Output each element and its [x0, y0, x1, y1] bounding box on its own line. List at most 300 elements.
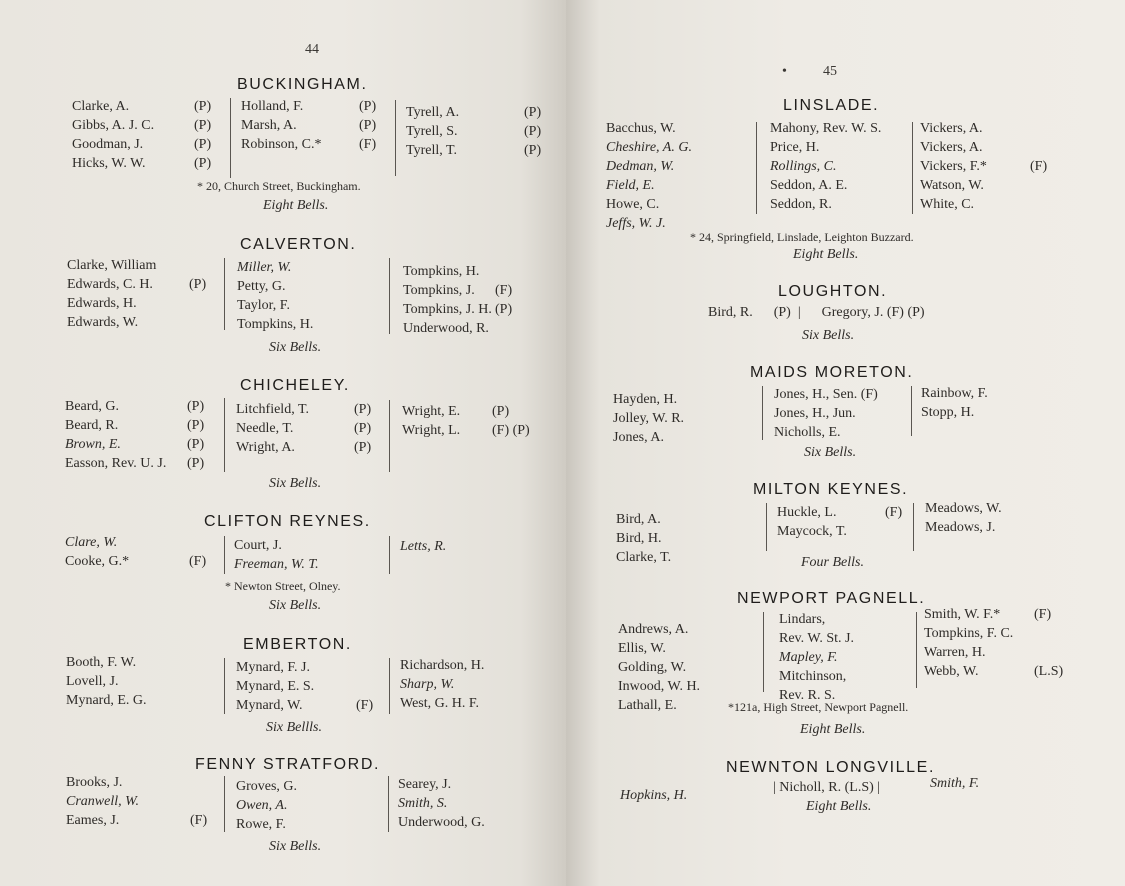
role-tag: (P)	[194, 118, 212, 133]
member-entry	[66, 773, 221, 792]
role-tag: (P)	[354, 402, 372, 417]
member-name: Mahony, Rev. W. S.	[770, 121, 882, 136]
section-title: CLIFTON REYNES.	[204, 513, 371, 530]
member-name: Bird, A.	[616, 512, 661, 527]
role-tag: (P)	[194, 137, 212, 152]
column-divider	[224, 658, 225, 714]
address-note: *121a, High Street, Newport Pagnell.	[728, 700, 909, 714]
role-tag: (P)	[187, 399, 205, 414]
column-divider	[389, 658, 390, 714]
member-name: Jeffs, W. J.	[606, 216, 666, 231]
column-divider	[912, 122, 913, 214]
address-note: * 24, Springfield, Linslade, Leighton Buzzard.	[690, 230, 914, 244]
member-name: Richardson, H.	[400, 658, 485, 673]
member-entry	[236, 658, 386, 677]
member-entry	[402, 402, 552, 421]
name-column	[237, 258, 387, 334]
member-entry	[66, 672, 221, 691]
name-column	[403, 262, 553, 338]
member-entry	[403, 281, 553, 300]
section-title: BUCKINGHAM.	[237, 76, 368, 93]
member-entry	[920, 177, 1080, 196]
role-tag: (P)	[495, 302, 513, 317]
member-entry	[236, 438, 386, 457]
section-title: NEWNTON LONGVILLE.	[726, 759, 935, 776]
name-column	[398, 775, 548, 832]
member-entry	[924, 606, 1084, 625]
role-tag: (P)	[524, 105, 542, 120]
section-title: EMBERTON.	[243, 636, 352, 653]
member-entry	[777, 522, 917, 541]
member-entry	[398, 813, 548, 832]
role-tag: (F)	[1034, 607, 1052, 622]
member-name: Cheshire, A. G.	[606, 140, 692, 155]
member-name: Vickers, A.	[920, 140, 983, 155]
name-column	[616, 510, 756, 567]
role-tag: (P)	[194, 156, 212, 171]
name-column	[234, 536, 384, 574]
member-name: Nicholls, E.	[774, 425, 841, 440]
member-name: Mapley, F.	[779, 650, 838, 665]
role-tag: (F)	[359, 137, 377, 152]
member-name: Marsh, A.	[241, 118, 297, 133]
member-name: Tompkins, J.	[403, 283, 475, 298]
column-divider	[388, 776, 389, 832]
member-entry	[770, 177, 916, 196]
section-title: MILTON KEYNES.	[753, 481, 909, 498]
member-name: Mitchinson,	[779, 669, 847, 684]
member-name: Underwood, G.	[398, 815, 485, 830]
column-divider	[395, 100, 396, 176]
member-name: Wright, E.	[402, 404, 461, 419]
member-name: Lindars,	[779, 612, 826, 627]
member-entry	[236, 796, 386, 815]
member-name: Freeman, W. T.	[234, 557, 319, 572]
member-entry	[606, 177, 756, 196]
member-name: Lovell, J.	[66, 674, 119, 689]
member-entry	[65, 552, 220, 571]
member-entry	[774, 423, 914, 442]
member-name: Clarke, William	[67, 258, 157, 273]
member-entry	[400, 537, 550, 556]
member-entry	[774, 404, 914, 423]
member-entry	[67, 313, 222, 332]
name-column	[400, 537, 550, 556]
member-name: Tyrell, A.	[406, 105, 460, 120]
member-entry	[66, 811, 221, 830]
member-entry	[618, 620, 758, 639]
member-name: Meadows, W.	[925, 501, 1002, 516]
member-name: Holland, F.	[241, 99, 304, 114]
column-divider	[913, 503, 914, 551]
column-divider	[763, 612, 764, 692]
member-entry	[66, 653, 221, 672]
member-entry	[402, 421, 552, 440]
member-name: Smith, F.	[930, 776, 980, 791]
name-column	[402, 402, 552, 440]
role-tag: (P)	[187, 437, 205, 452]
member-entry	[236, 815, 386, 834]
name-column	[406, 103, 551, 160]
name-column	[770, 120, 916, 215]
member-name: Warren, H.	[924, 645, 986, 660]
member-entry	[65, 397, 222, 416]
member-entry	[400, 675, 550, 694]
member-entry	[234, 536, 384, 555]
member-name: Owen, A.	[236, 798, 288, 813]
member-entry	[606, 196, 756, 215]
name-column	[236, 658, 386, 715]
member-name: Beard, G.	[65, 399, 120, 414]
bells-label: Six Bells.	[269, 476, 322, 491]
members-line: Bird, R. (P) | Gregory, J. (F) (P)	[708, 305, 925, 320]
member-entry	[606, 120, 756, 139]
bells-label: Eight Bells.	[263, 198, 329, 213]
member-name: Tyrell, S.	[406, 124, 458, 139]
member-name: Gibbs, A. J. C.	[72, 118, 155, 133]
member-name: Groves, G.	[236, 779, 298, 794]
bells-label: Four Bells.	[801, 555, 864, 570]
member-entry	[403, 319, 553, 338]
member-entry	[236, 696, 386, 715]
bells-label: Six Bellls.	[266, 720, 322, 735]
name-column	[72, 97, 222, 173]
bells-label: Six Bells.	[802, 328, 855, 343]
member-entry	[920, 120, 1080, 139]
name-column	[66, 773, 221, 830]
role-tag: (P)	[359, 118, 377, 133]
member-name: Inwood, W. H.	[618, 679, 701, 694]
member-name: Seddon, A. E.	[770, 178, 848, 193]
page-number: 44	[305, 42, 319, 57]
member-name: Miller, W.	[237, 260, 292, 275]
column-divider	[389, 400, 390, 472]
member-entry	[403, 300, 553, 319]
member-entry	[66, 792, 221, 811]
member-entry	[65, 454, 222, 473]
role-tag: (P)	[524, 143, 542, 158]
member-name: Price, H.	[770, 140, 820, 155]
member-entry	[925, 518, 1055, 537]
member-entry	[400, 656, 550, 675]
member-entry	[241, 97, 389, 116]
member-name: Tompkins, H.	[403, 264, 480, 279]
role-tag: (P)	[359, 99, 377, 114]
role-tag: (P)	[524, 124, 542, 139]
member-name: Howe, C.	[606, 197, 660, 212]
member-name: White, C.	[920, 197, 975, 212]
section-title: LINSLADE.	[783, 97, 880, 114]
member-name: Mynard, E. S.	[236, 679, 315, 694]
member-entry	[66, 691, 221, 710]
member-entry	[72, 135, 222, 154]
member-name: West, G. H. F.	[400, 696, 480, 711]
name-column	[921, 384, 1051, 422]
member-name: Rainbow, F.	[921, 386, 988, 401]
member-entry	[613, 390, 753, 409]
member-entry	[606, 158, 756, 177]
name-column	[65, 397, 222, 473]
member-entry	[236, 677, 386, 696]
page-number: 45	[823, 64, 837, 79]
member-name: Rev. R. S.	[779, 688, 836, 703]
member-name: Seddon, R.	[770, 197, 832, 212]
member-entry	[921, 403, 1051, 422]
member-name: Letts, R.	[400, 539, 447, 554]
member-name: Meadows, J.	[925, 520, 996, 535]
member-name: Edwards, W.	[67, 315, 139, 330]
member-entry	[65, 416, 222, 435]
member-name: Needle, T.	[236, 421, 294, 436]
member-entry	[406, 103, 551, 122]
member-entry	[241, 116, 389, 135]
member-name: Smith, W. F.*	[924, 607, 1001, 622]
member-entry	[618, 658, 758, 677]
member-name: Easson, Rev. U. J.	[65, 456, 167, 471]
name-column	[777, 503, 917, 541]
bells-label: Eight Bells.	[806, 799, 872, 814]
name-column	[779, 611, 919, 706]
member-name: Edwards, C. H.	[67, 277, 153, 292]
member-name: Andrews, A.	[618, 622, 689, 637]
member-entry	[924, 644, 1084, 663]
member-entry	[779, 611, 919, 630]
member-name: Petty, G.	[237, 279, 286, 294]
member-entry	[65, 533, 220, 552]
member-entry	[400, 694, 550, 713]
member-name: Sharp, W.	[400, 677, 455, 692]
member-entry	[920, 139, 1080, 158]
role-tag: (L.S)	[1034, 664, 1064, 679]
member-name: Eames, J.	[66, 813, 120, 828]
name-column	[236, 777, 386, 834]
member-entry	[398, 775, 548, 794]
member-name: Maycock, T.	[777, 524, 847, 539]
role-tag: (F)	[495, 283, 513, 298]
member-entry	[236, 777, 386, 796]
member-name: Smith, S.	[398, 796, 448, 811]
member-entry	[920, 196, 1080, 215]
role-tag: (F) (P)	[492, 423, 530, 438]
member-name: Golding, W.	[618, 660, 687, 675]
column-divider	[916, 612, 917, 688]
member-name: Hopkins, H.	[620, 788, 688, 803]
member-name: Brown, E.	[65, 437, 121, 452]
section-title: FENNY STRATFORD.	[195, 756, 381, 773]
role-tag: (F)	[885, 505, 903, 520]
member-entry	[234, 555, 384, 574]
column-divider	[911, 386, 912, 436]
page-mark: •	[782, 64, 787, 79]
role-tag: (F)	[356, 698, 374, 713]
member-name: Cooke, G.*	[65, 554, 130, 569]
member-name: Clarke, A.	[72, 99, 130, 114]
member-entry	[236, 419, 386, 438]
role-tag: (P)	[194, 99, 212, 114]
member-name: Booth, F. W.	[66, 655, 137, 670]
member-entry	[237, 277, 387, 296]
role-tag: (F)	[190, 813, 208, 828]
member-name: Mynard, F. J.	[236, 660, 310, 675]
bells-label: Six Bells.	[269, 598, 322, 613]
column-divider	[389, 536, 390, 574]
member-entry	[72, 154, 222, 173]
bells-label: Six Bells.	[269, 340, 322, 355]
bells-label: Six Bells.	[269, 839, 322, 854]
member-entry	[779, 649, 919, 668]
member-entry	[770, 139, 916, 158]
bells-label: Eight Bells.	[793, 247, 859, 262]
member-name: Lathall, E.	[618, 698, 677, 713]
member-name: Hayden, H.	[613, 392, 678, 407]
section-title: LOUGHTON.	[778, 283, 888, 300]
member-name: Brooks, J.	[66, 775, 123, 790]
address-note: * 20, Church Street, Buckingham.	[197, 179, 361, 193]
role-tag: (P)	[187, 456, 205, 471]
section-title: CHICHELEY.	[240, 377, 350, 394]
member-entry	[406, 122, 551, 141]
member-entry	[779, 668, 919, 687]
member-entry	[920, 158, 1080, 177]
member-name: Dedman, W.	[606, 159, 675, 174]
member-name: Field, E.	[606, 178, 655, 193]
name-column	[66, 653, 221, 710]
member-name: Watson, W.	[920, 178, 984, 193]
member-name: | Nicholl, R. (L.S) |	[773, 780, 881, 795]
member-name: Ellis, W.	[618, 641, 666, 656]
member-entry	[67, 256, 222, 275]
member-entry	[770, 120, 916, 139]
member-name: Bird, H.	[616, 531, 662, 546]
column-divider	[762, 386, 763, 440]
member-entry	[398, 794, 548, 813]
column-divider	[224, 536, 225, 574]
member-entry	[406, 141, 551, 160]
bells-label: Eight Bells.	[800, 722, 866, 737]
member-name: Cranwell, W.	[66, 794, 139, 809]
member-entry	[774, 385, 914, 404]
role-tag: (P)	[187, 418, 205, 433]
member-entry	[925, 499, 1055, 518]
name-column	[920, 120, 1080, 215]
member-entry	[770, 158, 916, 177]
member-name: Tompkins, J. H.	[403, 302, 492, 317]
member-entry	[616, 510, 756, 529]
member-entry	[241, 135, 389, 154]
bells-label: Six Bells.	[804, 445, 857, 460]
name-column	[241, 97, 389, 154]
member-name: Rowe, F.	[236, 817, 286, 832]
name-column	[925, 499, 1055, 537]
member-name: Jones, A.	[613, 430, 664, 445]
member-entry	[921, 384, 1051, 403]
member-entry	[237, 258, 387, 277]
member-name: Jones, H., Jun.	[774, 406, 856, 421]
member-entry	[72, 97, 222, 116]
member-name: Taylor, F.	[237, 298, 290, 313]
name-column	[924, 606, 1084, 682]
section-title: CALVERTON.	[240, 236, 357, 253]
name-column	[613, 390, 753, 447]
name-column	[65, 533, 220, 571]
member-entry	[403, 262, 553, 281]
member-name: Bacchus, W.	[606, 121, 676, 136]
member-name: Tompkins, H.	[237, 317, 314, 332]
member-name: Court, J.	[234, 538, 282, 553]
role-tag: (F)	[1030, 159, 1048, 174]
member-entry	[237, 296, 387, 315]
role-tag: (P)	[189, 277, 207, 292]
role-tag: (P)	[354, 440, 372, 455]
member-name: Rollings, C.	[770, 159, 837, 174]
name-column	[236, 400, 386, 457]
role-tag: (P)	[492, 404, 510, 419]
member-name: Stopp, H.	[921, 405, 975, 420]
member-entry	[613, 409, 753, 428]
member-name: Underwood, R.	[403, 321, 489, 336]
member-entry	[777, 503, 917, 522]
member-name: Beard, R.	[65, 418, 119, 433]
member-name: Vickers, A.	[920, 121, 983, 136]
member-entry	[237, 315, 387, 334]
member-entry	[618, 639, 758, 658]
section-title: NEWPORT PAGNELL.	[737, 590, 926, 607]
member-entry	[924, 625, 1084, 644]
member-name: Vickers, F.*	[920, 159, 987, 174]
member-name: Robinson, C.*	[241, 137, 322, 152]
section-title: MAIDS MORETON.	[750, 364, 914, 381]
member-name: Webb, W.	[924, 664, 979, 679]
role-tag: (F)	[189, 554, 207, 569]
column-divider	[389, 258, 390, 334]
member-entry	[613, 428, 753, 447]
member-entry	[65, 435, 222, 454]
right-page	[566, 0, 1125, 886]
role-tag: (P)	[354, 421, 372, 436]
member-name: Jolley, W. R.	[613, 411, 685, 426]
member-entry	[236, 400, 386, 419]
member-name: Wright, A.	[236, 440, 295, 455]
member-entry	[616, 529, 756, 548]
member-entry	[616, 548, 756, 567]
address-note: * Newton Street, Olney.	[225, 579, 341, 593]
name-column	[400, 656, 550, 713]
member-entry	[770, 196, 916, 215]
member-name: Tyrell, T.	[406, 143, 457, 158]
column-divider	[230, 98, 231, 178]
member-name: Clarke, T.	[616, 550, 672, 565]
member-entry	[67, 294, 222, 313]
name-column	[606, 120, 756, 234]
column-divider	[224, 776, 225, 832]
member-name: Huckle, L.	[777, 505, 837, 520]
member-entry	[72, 116, 222, 135]
member-entry	[618, 677, 758, 696]
member-name: Wright, L.	[402, 423, 461, 438]
column-divider	[756, 122, 757, 214]
member-name: Goodman, J.	[72, 137, 144, 152]
member-name: Rev. W. St. J.	[779, 631, 854, 646]
member-entry	[924, 663, 1084, 682]
member-name: Litchfield, T.	[236, 402, 309, 417]
member-name: Tompkins, F. C.	[924, 626, 1014, 641]
member-name: Clare, W.	[65, 535, 118, 550]
member-entry	[67, 275, 222, 294]
column-divider	[224, 258, 225, 330]
member-entry	[606, 139, 756, 158]
member-name: Mynard, W.	[236, 698, 303, 713]
column-divider	[766, 503, 767, 551]
